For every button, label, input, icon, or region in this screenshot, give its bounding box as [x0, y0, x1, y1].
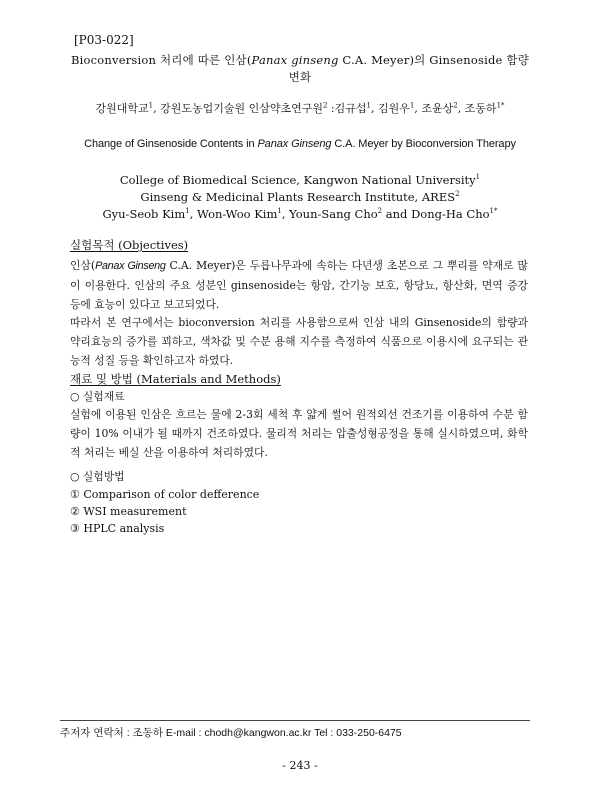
methods-list — [70, 486, 259, 537]
methods-subheading: ○ 실험방법 — [70, 470, 125, 483]
objectives-heading: 실험목적 (Objectives) — [70, 238, 189, 252]
korean-authors: 강원대학교$^1$, 강원도농업기술원 인삼약초연구원$^2$ :김규섭$^1$, 김원우$^1$, 조윤상$^2$, 조동하$^{1*}$ — [95, 101, 505, 115]
affiliations: College of Biomedical Science, Kangwon National University$^1$ Ginseng & Medicinal Plants Research Institute, ARES$^2$ Gyu-Seob Kim$^1$, Won-Woo Kim$^1$, Youn-Sang Cho$^2$ and Dong-Ha Cho$^{1*}$ — [102, 173, 498, 221]
footer-divider — [60, 720, 530, 721]
english-authors: Gyu-Seob Kim$^1$, Won-Woo Kim$^1$, Youn-Sang Cho$^2$ and Dong-Ha Cho$^{1*}$ — [102, 207, 498, 221]
korean-title: Bioconversion 처리에 따른 인삼(Panax ginseng C.A. Meyer)의 Ginsenoside 함량 변화 — [70, 53, 530, 84]
materials-subheading: ○ 실험재료 — [70, 390, 125, 403]
materials-paragraph: 실험에 이용된 인삼은 흐르는 물에 2-3회 세척 후 얇게 썰어 원적외선 건조기를 이용하여 수분 함량이 10% 이내가 될 때까지 건조하였다. 물리적 처리는 압출성형공정을 통해 실시하였으며, 화학적 처리는 베실 산을 이용하여 처리하였다. — [70, 408, 528, 459]
methods-heading: 재료 및 방법 (Materials and Methods) — [70, 372, 281, 386]
contact-footnote: 주저자 연락처 : 조동하 E-mail : chodh@kangwon.ac.kr Tel : 033-250-6475 — [60, 727, 402, 739]
list-item: ③ HPLC analysis — [70, 522, 165, 535]
species-name: Panax ginseng — [251, 53, 339, 67]
english-title: Change of Ginsenoside Contents in Panax Ginseng C.A. Meyer by Bioconversion Therapy — [84, 138, 516, 150]
abstract-code: [P03-022] — [74, 33, 134, 47]
list-item: ② WSI measurement — [70, 505, 187, 518]
list-item: ① Comparison of color defference — [70, 488, 260, 501]
objectives-paragraph-2: 따라서 본 연구에서는 bioconversion 처리를 사용함으로써 인삼 내의 Ginsenoside의 함량과 약리효능의 증가를 꾀하고, 색차값 및 수분 용해 지수를 측정하여 식품으로 이용시에 요구되는 관능적 성질 등을 확인하고자 하였다. — [70, 316, 528, 367]
objectives-paragraph-1: 인삼(Panax Ginseng C.A. Meyer)은 두릅나무과에 속하는 다년생 초본으로 그 뿌리를 약재로 많이 이용한다. 인삼의 주요 성분인 ginsenoside는 항암, 간기능 보호, 항당뇨, 항산화, 면역 증강 등에 효능이 있다고 보고되었다. — [70, 259, 528, 311]
page-number: - 243 - — [282, 759, 318, 772]
